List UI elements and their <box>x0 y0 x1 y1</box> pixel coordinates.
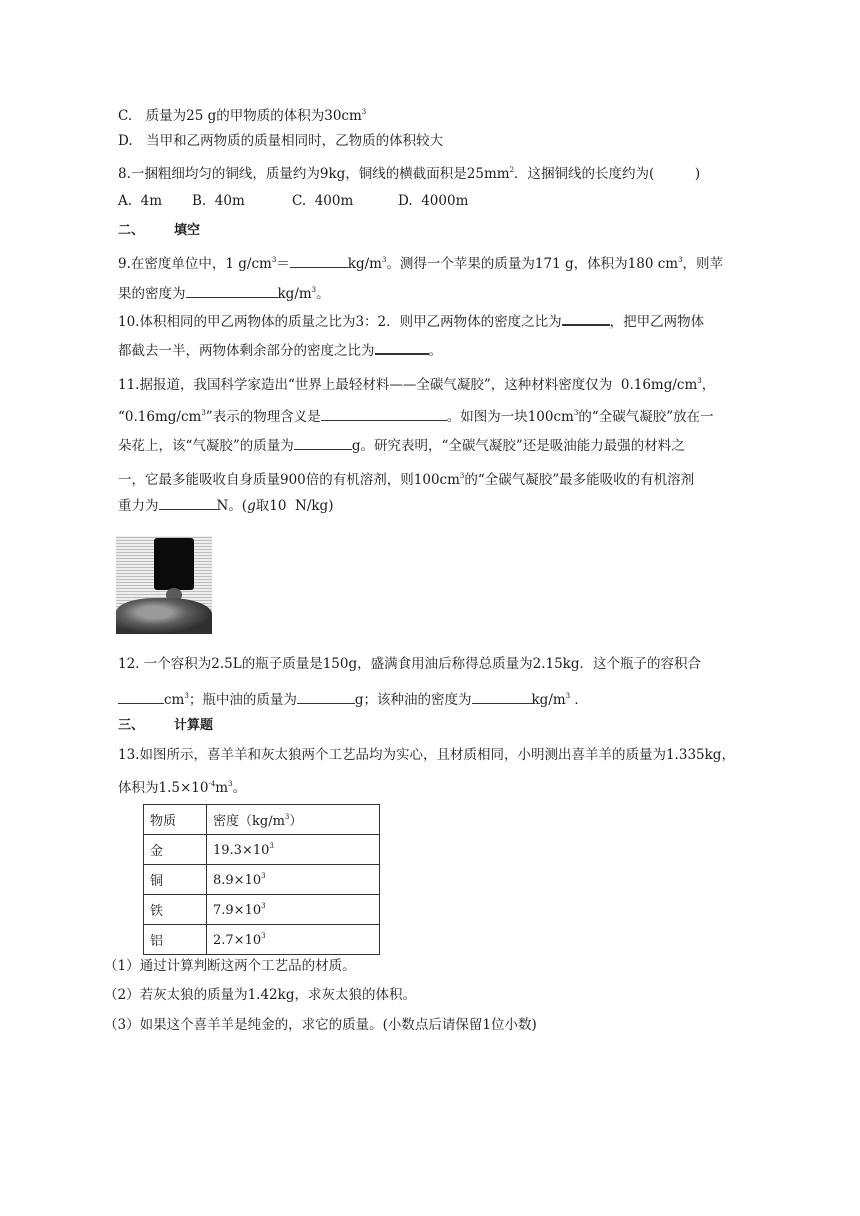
text: 重力为 <box>118 498 159 514</box>
text: 取10 N/kg) <box>255 498 334 514</box>
section-2-title: 填空 <box>174 223 201 238</box>
q13-sub-2: （2）若灰太狼的质量为1.42kg，求灰太狼的体积。 <box>104 987 416 1003</box>
text: 10.体积相同的甲乙两物体的质量之比为3：2．则甲乙两物体的密度之比为 <box>118 314 562 330</box>
sup: 3 <box>459 472 465 480</box>
sup: 3 <box>271 256 277 264</box>
text: 一，它最多能吸收自身质量900倍的有机溶剂，则100cm <box>118 472 460 488</box>
q13-sub-3: （3）如果这个喜羊羊是纯金的，求它的质量。(小数点后请保留1位小数) <box>104 1017 537 1033</box>
text: 。如图为一块100cm <box>446 409 574 425</box>
text: m <box>215 780 229 796</box>
sup: 2 <box>509 166 515 174</box>
q13-line-2 <box>118 774 246 798</box>
text: cm <box>164 692 185 708</box>
section-2-number: 二、 <box>118 223 145 238</box>
text: 朵花上，该“气凝胶”的质量为 <box>118 438 294 454</box>
q12-line-1: 12. 一个容积为2.5L的瓶子质量是150g，盛满食用油后称得总质量为2.15kg．这个瓶子的容积合 <box>118 656 701 672</box>
density-table <box>143 804 380 955</box>
text: kg/m <box>531 692 566 708</box>
text: 9.在密度单位中，1 g/cm <box>118 256 272 272</box>
text: g <box>247 498 256 514</box>
sup: 3 <box>565 692 571 700</box>
text: “0.16mg/cm <box>118 409 202 425</box>
table-row <box>144 835 380 865</box>
table-cell: 铜 <box>144 865 207 895</box>
q8-options <box>118 191 468 211</box>
text: kg/m <box>277 286 312 302</box>
text: 的“全碳气凝胶”放在一 <box>578 409 714 425</box>
answer-blank[interactable] <box>472 689 532 704</box>
section-2-heading <box>118 221 200 241</box>
sup: 3 <box>697 377 702 385</box>
text: 11.据报道，我国科学家造出“世界上最轻材料——全碳气凝胶”，这种材料密度仅为 0.16mg/cm <box>118 377 698 393</box>
answer-blank[interactable] <box>321 406 447 421</box>
flower-shape <box>116 598 212 634</box>
q8-stem-text: 8.一捆粗细均匀的铜线，质量约为9kg，铜线的横截面积是25mm <box>118 166 510 182</box>
table-row <box>144 925 380 955</box>
answer-blank[interactable] <box>562 310 610 326</box>
q13-sub-1: （1）通过计算判断这两个工艺品的材质。 <box>104 958 356 974</box>
text: 19.3×10 <box>213 842 270 858</box>
q8-option-d: D. 4000m <box>398 193 469 209</box>
text: 7.9×10 <box>213 902 262 918</box>
q11-line-1 <box>118 371 715 395</box>
sup: 3 <box>284 813 290 821</box>
section-3-number: 三、 <box>118 718 145 733</box>
text: N。( <box>216 498 248 514</box>
sup: 3 <box>261 871 266 880</box>
text: 果的密度为 <box>118 286 186 302</box>
table-cell: 铝 <box>144 925 207 955</box>
text: 。测得一个苹果的质量为171 g，体积为180 cm <box>386 256 679 272</box>
q7-option-c <box>118 102 366 126</box>
sup: 3 <box>261 901 266 910</box>
q10-line-2 <box>118 339 442 361</box>
answer-blank[interactable] <box>294 435 352 450</box>
sup: 3 <box>311 286 317 294</box>
sup: -4 <box>208 780 216 788</box>
text: kg/m <box>347 256 382 272</box>
sup: 3 <box>361 108 367 116</box>
section-3-heading <box>118 716 213 736</box>
sup: 3 <box>228 780 233 788</box>
text: 。 <box>428 343 442 359</box>
q13-line-1: 13.如图所示，喜羊羊和灰太狼两个工艺品均为实心，且材质相同，小明测出喜羊羊的质量为1.335kg， <box>118 747 735 763</box>
table-cell <box>207 895 380 925</box>
table-row <box>144 865 380 895</box>
text: 都截去一半，两物体剩余部分的密度之比为 <box>118 343 375 359</box>
text: ） <box>289 814 303 829</box>
sup: 3 <box>573 409 579 417</box>
text: ，则苹 <box>682 256 724 272</box>
section-3-title: 计算题 <box>174 718 214 733</box>
sup: 3 <box>184 692 189 700</box>
text: 。 <box>232 780 247 796</box>
text: ． <box>570 692 588 708</box>
sup: 3 <box>201 409 206 417</box>
table-header-cell: 物质 <box>144 805 207 835</box>
answer-blank[interactable] <box>297 689 355 704</box>
answer-blank[interactable] <box>375 339 429 355</box>
q11-line-2 <box>118 403 714 427</box>
answer-blank[interactable] <box>186 283 278 298</box>
table-row <box>144 895 380 925</box>
aerogel-block-shape <box>154 538 194 590</box>
q10-line-1 <box>118 310 704 332</box>
q8-stem-text2: ．这捆铜线的长度约为( ) <box>514 166 701 182</box>
text: 。 <box>316 286 330 302</box>
q8-option-c: C. 400m <box>292 193 354 209</box>
q12-line-2 <box>118 686 588 710</box>
q8-option-b: B. 40m <box>192 193 245 209</box>
q11-line-4 <box>118 466 694 490</box>
sup: 3 <box>381 256 387 264</box>
q8-stem <box>118 160 700 184</box>
text: g；该种油的密度为 <box>354 692 472 708</box>
q7-option-c-text: C. 质量为25 g的甲物质的体积为30cm <box>118 108 362 124</box>
table-cell: 金 <box>144 835 207 865</box>
q8-option-a: A. 4m <box>118 193 163 209</box>
q9-line-1 <box>118 250 723 274</box>
text: 8.9×10 <box>213 872 262 888</box>
text: g。研究表明，“全碳气凝胶”还是吸油能力最强的材料之 <box>351 438 685 454</box>
table-cell: 铁 <box>144 895 207 925</box>
text: ， <box>701 377 716 393</box>
answer-blank[interactable] <box>159 495 217 510</box>
text: 体积为1.5×10 <box>118 780 209 796</box>
sup: 3 <box>269 841 274 850</box>
table-header-cell <box>207 805 380 835</box>
text: ；瓶中油的质量为 <box>188 692 297 708</box>
text: 密度（kg/m <box>213 814 285 829</box>
aerogel-on-flower-image <box>116 536 212 634</box>
text: ＝ <box>276 256 290 272</box>
q11-line-5 <box>118 495 333 516</box>
text: 的“全碳气凝胶”最多能吸收的有机溶剂 <box>464 472 695 488</box>
q11-line-3 <box>118 435 685 456</box>
sup: 3 <box>261 931 266 940</box>
table-header-row <box>144 805 380 835</box>
q7-option-d: D. 当甲和乙两物质的质量相同时，乙物质的体积较大 <box>118 133 444 149</box>
q9-line-2 <box>118 280 330 304</box>
text: 2.7×10 <box>213 932 262 948</box>
sup: 3 <box>678 256 683 264</box>
table-cell <box>207 865 380 895</box>
table-cell <box>207 925 380 955</box>
table-cell <box>207 835 380 865</box>
text: ”表示的物理含义是 <box>205 409 321 425</box>
answer-blank[interactable] <box>118 689 164 704</box>
text: ，把甲乙两物体 <box>609 314 705 330</box>
answer-blank[interactable] <box>290 253 348 268</box>
